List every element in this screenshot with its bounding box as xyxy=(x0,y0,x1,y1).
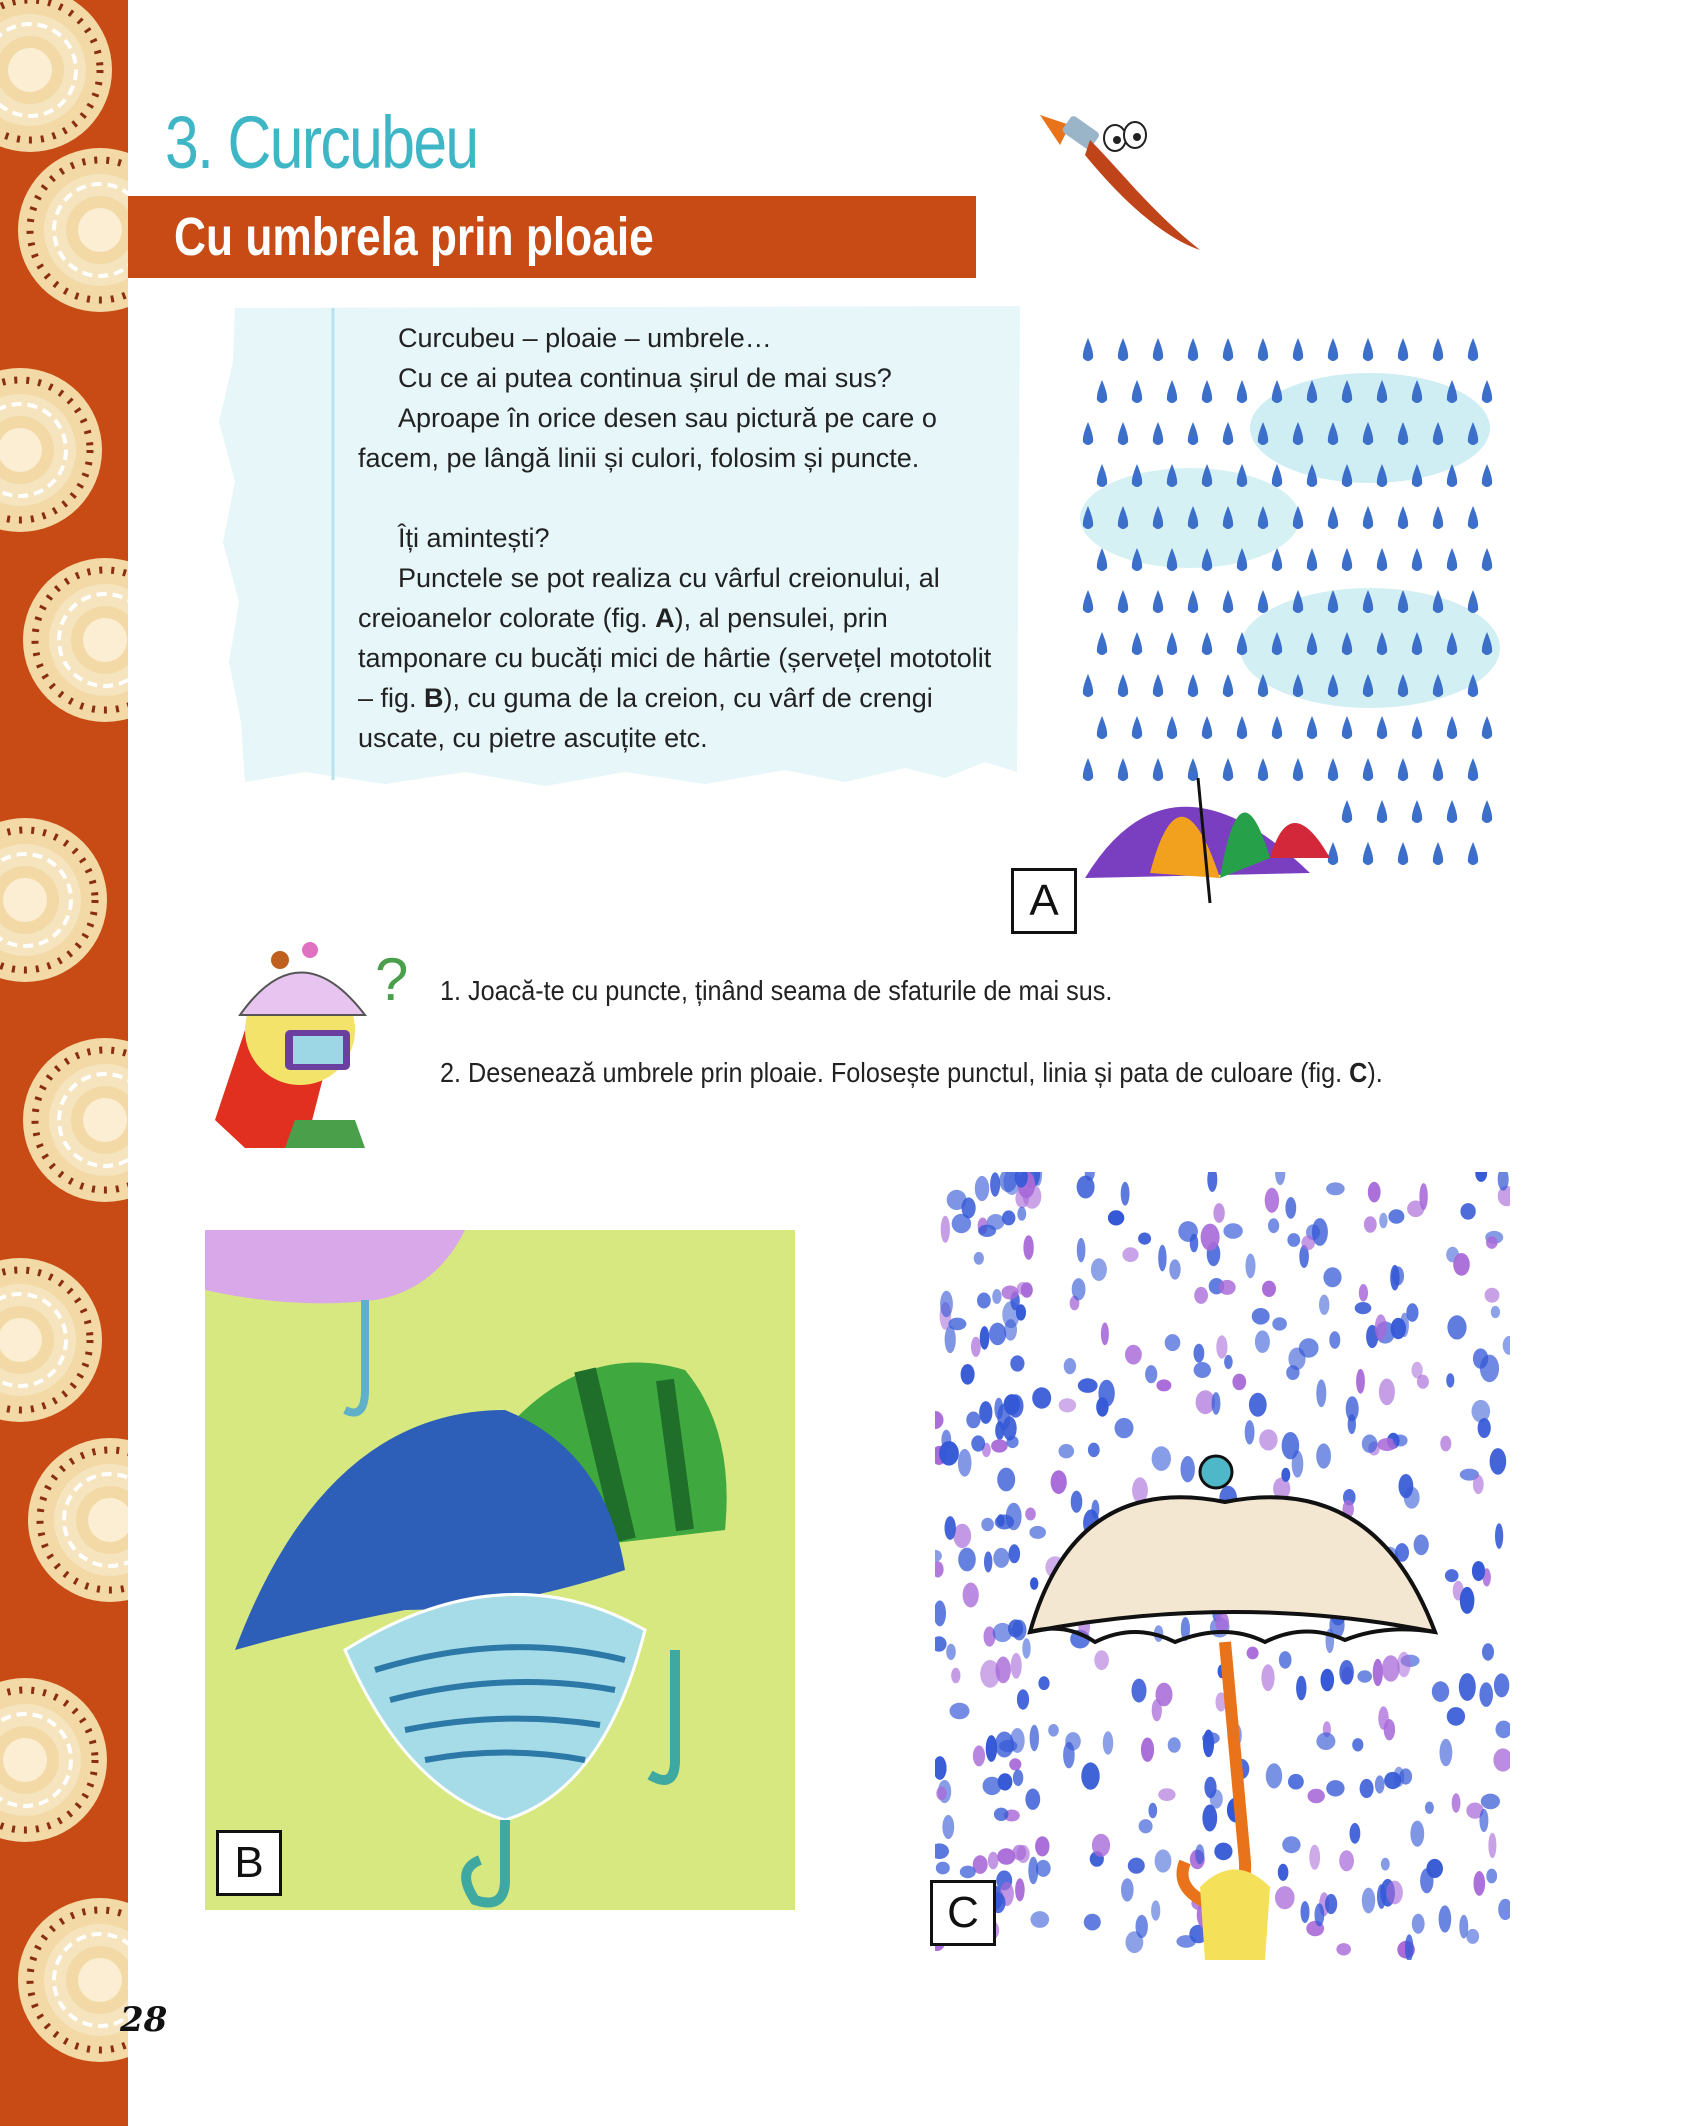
paint-dot xyxy=(1412,1362,1423,1379)
paint-dot xyxy=(1261,1664,1274,1691)
paint-dot xyxy=(1038,1676,1049,1690)
paint-dot xyxy=(1425,1802,1434,1814)
info-line: Punctele se pot realiza cu vârful creionului, al creioanelor colorate (fig. A), al pensulei, prin tamponare cu bucăți mici de hârtie (șervețel mototolit – fig. B), cu guma de la creion, cu vârf de crengi uscate, cu pietre ascuțite etc. xyxy=(358,563,992,753)
paint-dot xyxy=(958,1548,976,1572)
paint-dot xyxy=(1141,1738,1154,1762)
paint-dot xyxy=(1362,1888,1375,1914)
paint-dot xyxy=(1022,1638,1030,1659)
paint-dot xyxy=(1214,1843,1232,1861)
paint-dot xyxy=(946,1644,956,1660)
paint-dot xyxy=(1176,1935,1196,1948)
paint-dot xyxy=(1011,1653,1022,1679)
paint-dot xyxy=(1006,1503,1022,1531)
paint-dot xyxy=(1386,1881,1403,1905)
paint-dot xyxy=(1009,1758,1021,1770)
paint-dot xyxy=(1139,1819,1153,1833)
paint-dot xyxy=(1262,1281,1276,1297)
page-number: 28 xyxy=(120,2000,168,2040)
paint-dot xyxy=(1319,1295,1329,1315)
paint-dot xyxy=(1388,1209,1404,1224)
paint-dot xyxy=(1030,1577,1038,1590)
paint-dot xyxy=(1326,1182,1345,1195)
paint-dot xyxy=(1103,1731,1113,1755)
paint-dot xyxy=(1009,1544,1021,1563)
paint-dot xyxy=(1359,1284,1368,1302)
svg-text:?: ? xyxy=(375,946,409,1013)
paint-dot xyxy=(1245,1420,1255,1444)
paint-dot xyxy=(1329,1331,1340,1349)
paint-dot xyxy=(1485,1288,1500,1303)
paint-dot xyxy=(1316,1443,1331,1468)
paint-dot xyxy=(1059,1398,1076,1412)
paint-dot xyxy=(1352,1738,1363,1751)
paint-dot xyxy=(988,1852,999,1870)
paint-dot xyxy=(1356,1369,1365,1394)
paint-dot xyxy=(1282,1836,1300,1853)
paint-dot xyxy=(1360,1779,1374,1798)
paint-dot xyxy=(1152,1446,1171,1471)
paint-dot xyxy=(1122,1247,1138,1262)
paint-dot xyxy=(1059,1444,1075,1458)
paint-dot xyxy=(1088,1443,1100,1458)
paint-dot xyxy=(1382,1655,1400,1681)
paint-dot xyxy=(1362,1435,1378,1453)
paint-dot xyxy=(981,1518,994,1531)
paint-dot xyxy=(1266,1763,1282,1788)
paint-dot xyxy=(1315,1903,1325,1926)
figure-a-rain-drawing xyxy=(1070,318,1508,908)
paint-dot xyxy=(1002,1210,1015,1225)
paint-dot xyxy=(992,1289,1001,1304)
paint-dot xyxy=(984,1551,992,1572)
paint-dot xyxy=(1301,1901,1310,1923)
paint-dot xyxy=(1459,1673,1476,1701)
paint-dot xyxy=(1316,1732,1335,1750)
paint-dot xyxy=(948,1318,966,1331)
paint-dot xyxy=(1252,1308,1270,1325)
paint-dot xyxy=(1128,1858,1145,1874)
paint-dot xyxy=(1399,1768,1412,1784)
paint-dot xyxy=(945,1516,956,1540)
paint-dot xyxy=(978,1225,996,1237)
paint-dot xyxy=(1439,1905,1452,1932)
paint-dot xyxy=(1479,1682,1493,1707)
paint-dot xyxy=(1381,1858,1390,1871)
paint-dot xyxy=(1168,1737,1181,1753)
paint-dot xyxy=(1195,1844,1204,1864)
figure-b-umbrella-painting xyxy=(205,1230,795,1910)
paint-dot xyxy=(971,1435,985,1451)
paint-dot xyxy=(1285,1197,1296,1219)
paint-dot xyxy=(1010,1355,1024,1371)
paint-dot xyxy=(974,1252,984,1265)
paint-dot xyxy=(1002,1286,1019,1300)
paint-dot xyxy=(1375,1314,1387,1341)
paint-dot xyxy=(1473,1475,1484,1494)
paint-dot xyxy=(963,1583,979,1608)
paint-dot xyxy=(1091,1258,1107,1281)
paint-dot xyxy=(1246,1254,1256,1279)
paint-dot xyxy=(1355,1302,1372,1314)
paint-dot xyxy=(1378,1706,1388,1730)
paint-dot xyxy=(979,1401,992,1424)
paint-dot xyxy=(1212,1392,1221,1415)
paint-dot xyxy=(1035,1836,1049,1856)
paint-dot xyxy=(1495,1523,1503,1549)
paint-dot xyxy=(1494,1673,1509,1697)
paint-dot xyxy=(1006,1436,1018,1448)
paint-dot xyxy=(1265,1188,1279,1213)
paint-dot xyxy=(1490,1448,1507,1475)
paint-dot xyxy=(936,1862,950,1875)
paint-dot xyxy=(1017,1282,1030,1295)
paint-dot xyxy=(1077,1238,1086,1262)
paint-dot xyxy=(1466,1929,1479,1944)
paint-dot xyxy=(1446,1373,1454,1387)
paint-dot xyxy=(1156,1379,1171,1391)
paint-dot xyxy=(1472,1400,1491,1423)
paint-dot xyxy=(1202,1805,1217,1832)
paint-dot xyxy=(1004,1319,1017,1341)
paint-dot xyxy=(1392,1266,1404,1285)
paint-dot xyxy=(1440,1739,1453,1767)
paint-dot xyxy=(1215,1612,1229,1633)
paint-dot xyxy=(1384,1772,1401,1789)
paint-dot xyxy=(1158,1788,1175,1801)
paint-dot xyxy=(936,1787,946,1801)
paint-dot xyxy=(1460,1203,1475,1220)
paint-dot xyxy=(998,1773,1013,1790)
paint-dot xyxy=(1138,1233,1151,1245)
paint-dot xyxy=(1091,1500,1099,1519)
paint-dot xyxy=(1397,1652,1410,1677)
paint-dot xyxy=(1092,1834,1110,1857)
paint-dot xyxy=(1279,1651,1292,1669)
paint-dot xyxy=(1432,1681,1449,1702)
paint-dot xyxy=(1368,1182,1381,1203)
paint-dot xyxy=(1148,1803,1157,1818)
paint-dot xyxy=(980,1326,990,1350)
paint-dot xyxy=(1132,1679,1147,1703)
paint-dot xyxy=(1364,1216,1377,1233)
paint-dot xyxy=(1296,1676,1306,1701)
paint-dot xyxy=(1287,1233,1300,1247)
paint-dot xyxy=(1017,1689,1029,1709)
paint-dot xyxy=(1064,1358,1076,1374)
paint-dot xyxy=(1010,1728,1025,1753)
paint-dot xyxy=(1308,1789,1325,1803)
info-line: Aproape în orice desen sau pictură pe care o facem, pe lângă linii și culori, folosim și puncte. xyxy=(358,403,937,473)
paint-dot xyxy=(1165,1334,1181,1351)
paint-dot xyxy=(1094,1650,1109,1670)
paint-dot xyxy=(1488,1833,1496,1858)
paint-dot xyxy=(1247,1647,1259,1660)
paint-dot xyxy=(1065,1732,1081,1750)
info-line: Curcubeu – ploaie – umbrele… xyxy=(398,323,772,353)
paint-dot xyxy=(960,1866,976,1879)
paint-dot xyxy=(1194,1362,1211,1378)
paint-dot xyxy=(942,1815,954,1839)
paint-dot xyxy=(1278,1864,1289,1881)
paint-dot xyxy=(1249,1393,1267,1417)
paint-dot xyxy=(1031,1911,1050,1928)
paint-dot xyxy=(1312,1218,1328,1246)
paint-dot xyxy=(1472,1561,1485,1581)
paint-dot xyxy=(1393,1435,1408,1447)
decorative-side-strip xyxy=(0,0,128,2126)
paint-dot xyxy=(994,1808,1009,1821)
paint-dot xyxy=(1412,1914,1425,1934)
paint-dot xyxy=(1391,1318,1406,1339)
paint-dot xyxy=(1201,1224,1220,1251)
paint-dot xyxy=(1101,1323,1109,1346)
paintbrush-mascot-icon xyxy=(1030,100,1210,270)
paint-dot xyxy=(975,1176,989,1201)
paint-dot xyxy=(1081,1762,1099,1789)
info-line: Cu ce ai putea continua șirul de mai sus? xyxy=(398,363,892,393)
paint-dot xyxy=(951,1668,960,1684)
paint-dot xyxy=(1259,1429,1277,1450)
paint-dot xyxy=(1282,1432,1300,1459)
paint-dot xyxy=(1414,1534,1429,1555)
paint-dot xyxy=(1326,1780,1344,1796)
paint-dot xyxy=(1447,1315,1466,1339)
paint-dot xyxy=(1048,1724,1059,1737)
paint-dot xyxy=(1216,1335,1227,1358)
circles-pattern xyxy=(0,0,128,2126)
paint-dot xyxy=(1377,1884,1386,1909)
thinking-girl-mascot-icon xyxy=(205,920,420,1148)
paint-dot xyxy=(1194,1344,1205,1363)
paint-dot xyxy=(1108,1210,1124,1225)
paint-dot xyxy=(1336,1943,1351,1955)
paint-dot xyxy=(1316,1379,1326,1407)
paint-dot xyxy=(1223,1223,1242,1239)
paint-dot xyxy=(950,1703,970,1720)
paint-dot xyxy=(1407,1201,1424,1218)
paint-dot xyxy=(961,1364,975,1385)
paint-dot xyxy=(994,1398,1003,1420)
paint-dot xyxy=(1194,1287,1208,1304)
info-line: Îți amintești? xyxy=(398,523,550,553)
paint-dot xyxy=(1017,1207,1026,1221)
paint-dot xyxy=(1015,1878,1025,1901)
paint-dot xyxy=(1479,1809,1488,1832)
paint-dot xyxy=(1482,1643,1494,1660)
paint-dot xyxy=(958,1449,972,1477)
paint-dot xyxy=(1224,1355,1233,1369)
paint-dot xyxy=(1339,1850,1354,1871)
paint-dot xyxy=(1219,1280,1236,1295)
paint-dot xyxy=(1491,1306,1500,1318)
paint-dot xyxy=(1379,1379,1395,1406)
chapter-title: 3. Curcubeu xyxy=(165,101,478,184)
paint-dot xyxy=(1453,1253,1470,1276)
paint-dot xyxy=(940,1291,953,1317)
paint-dot xyxy=(1136,1915,1148,1938)
paint-dot xyxy=(990,1172,1000,1196)
paint-dot xyxy=(1078,1378,1098,1393)
paint-dot xyxy=(1447,1707,1465,1726)
paint-dot xyxy=(1460,1587,1475,1614)
figure-b-label: B xyxy=(216,1830,282,1896)
paint-dot xyxy=(1032,1387,1051,1408)
paint-dot xyxy=(1481,1794,1500,1810)
paint-dot xyxy=(1309,1845,1320,1870)
paint-dot xyxy=(1004,1394,1020,1415)
paint-dot xyxy=(1025,1789,1040,1810)
paint-dot xyxy=(1357,1670,1372,1682)
paint-dot xyxy=(1445,1569,1459,1582)
paint-dot xyxy=(1452,1793,1461,1812)
paint-dot xyxy=(939,1441,959,1466)
paint-dot xyxy=(1375,1775,1385,1793)
paint-dot xyxy=(1410,1821,1424,1847)
paint-dot xyxy=(1025,1508,1036,1521)
paint-dot xyxy=(941,1216,950,1243)
paint-dot xyxy=(1121,1878,1134,1901)
paint-dot xyxy=(989,1323,1006,1346)
paint-dot xyxy=(1268,1218,1279,1233)
paint-dot xyxy=(1156,1683,1173,1707)
exercise-1: 1. Joacă-te cu puncte, ținând seama de sfaturile de mai sus. xyxy=(440,975,1113,1006)
paint-dot xyxy=(997,1514,1005,1526)
paint-dot xyxy=(971,1337,981,1357)
paint-dot xyxy=(1151,1900,1160,1920)
figure-c-label: C xyxy=(930,1880,996,1946)
paint-dot xyxy=(1029,1526,1046,1539)
paint-dot xyxy=(1399,1474,1414,1498)
paint-dot xyxy=(1084,1914,1101,1931)
figure-a-label: A xyxy=(1011,868,1077,934)
paint-dot xyxy=(1013,1770,1023,1787)
paint-dot xyxy=(997,1468,1015,1492)
paint-dot xyxy=(1350,1823,1361,1844)
paint-dot xyxy=(996,1657,1011,1684)
paint-dot xyxy=(1486,1236,1498,1249)
paint-dot xyxy=(1125,1345,1142,1365)
paint-dot xyxy=(1379,1213,1387,1229)
paint-dot xyxy=(1272,1317,1287,1330)
paint-dot xyxy=(993,1548,1009,1568)
paint-dot xyxy=(1178,1221,1198,1242)
paint-dot xyxy=(1321,1669,1335,1692)
paint-dot xyxy=(1036,1860,1051,1877)
paint-dot xyxy=(1288,1774,1304,1790)
lesson-title: Cu umbrela prin ploaie xyxy=(174,207,654,267)
paint-dot xyxy=(1202,1732,1220,1744)
info-text xyxy=(358,318,1008,758)
paint-dot xyxy=(1440,1436,1451,1452)
paint-dot xyxy=(1480,1355,1499,1383)
paint-dot xyxy=(1051,1470,1067,1494)
paint-dot xyxy=(1008,1619,1023,1637)
paint-dot xyxy=(1281,1468,1290,1482)
paint-dot xyxy=(945,1326,956,1353)
paint-dot xyxy=(1323,1267,1341,1287)
paint-dot xyxy=(1071,1491,1083,1513)
paint-dot xyxy=(1346,1396,1359,1421)
paint-dot xyxy=(1012,1845,1026,1861)
paint-dot xyxy=(1373,1659,1383,1686)
paint-dot xyxy=(1023,1235,1033,1260)
paint-dot xyxy=(1275,1886,1295,1909)
paint-dot xyxy=(973,1745,985,1766)
paint-dot xyxy=(1325,1894,1337,1914)
paint-dot xyxy=(1204,1777,1216,1799)
paint-dot xyxy=(1030,1725,1039,1752)
paint-dot xyxy=(977,1293,991,1309)
paint-dot xyxy=(1098,1380,1114,1407)
paint-dot xyxy=(1213,1203,1224,1223)
paint-dot xyxy=(1072,1278,1086,1300)
paint-dot xyxy=(953,1524,971,1548)
paint-dot xyxy=(1255,1330,1270,1353)
paint-dot xyxy=(1486,1869,1497,1884)
exercise-2: 2. Desenează umbrele prin ploaie. Folosește punctul, linia și pata de culoare (fig. C). xyxy=(440,1057,1383,1088)
figure-c-umbrella-dots-painting xyxy=(935,1172,1510,1960)
paint-dot xyxy=(1169,1259,1180,1279)
paint-dot xyxy=(962,1197,976,1218)
paint-dot xyxy=(1474,1871,1486,1896)
paint-dot xyxy=(1339,1660,1354,1685)
paint-dot xyxy=(1158,1245,1166,1272)
paint-dot xyxy=(991,1439,1008,1452)
paint-dot xyxy=(1420,1868,1433,1893)
paint-dot xyxy=(1155,1849,1172,1872)
paint-dot xyxy=(966,1412,980,1429)
paint-dot xyxy=(1181,1456,1195,1482)
paint-dot xyxy=(1299,1338,1319,1357)
paint-dot xyxy=(1121,1182,1130,1206)
paint-dot xyxy=(1115,1418,1134,1438)
paint-dot xyxy=(1232,1374,1246,1391)
paint-dot xyxy=(1145,1365,1157,1383)
